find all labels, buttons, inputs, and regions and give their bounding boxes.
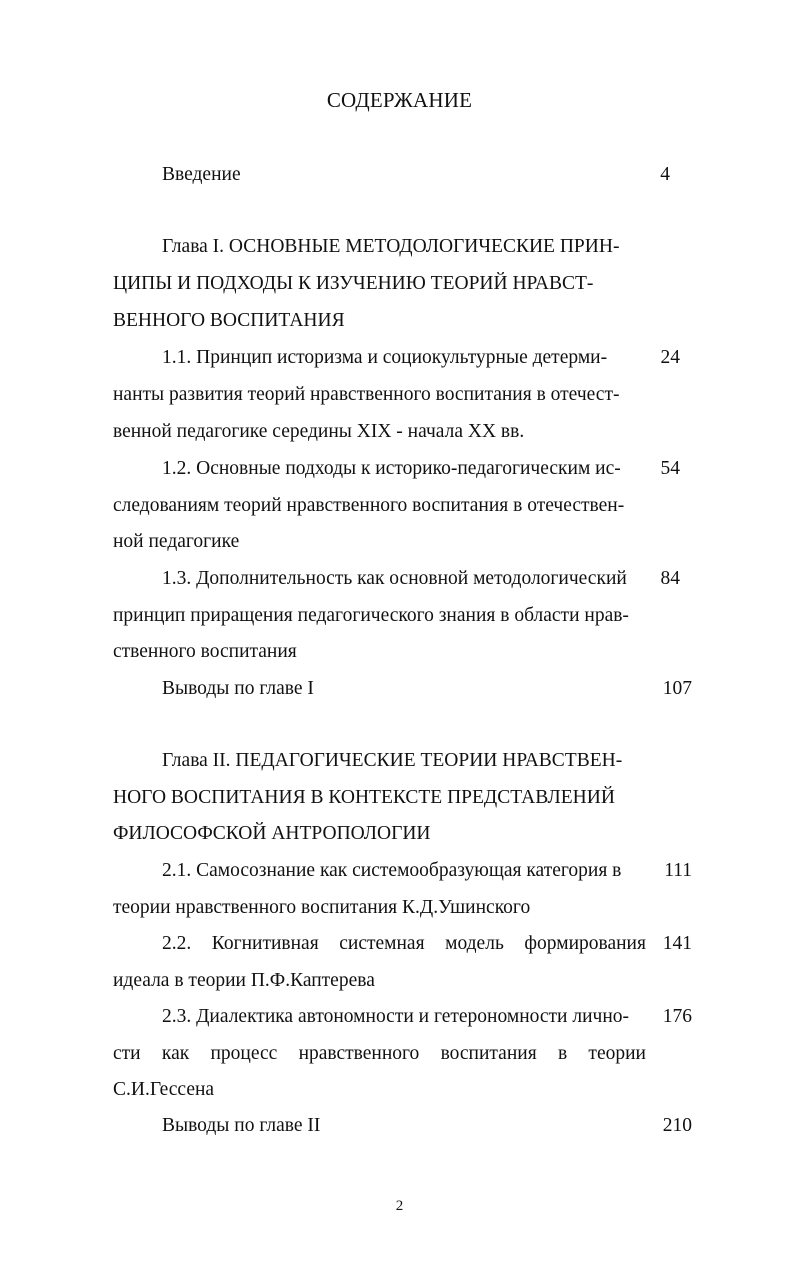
section-1-3-line2: принцип приращения педагогического знания в области нрав- bbox=[113, 605, 629, 626]
word: в bbox=[557, 1043, 568, 1064]
section-2-3-page: 176 bbox=[662, 1006, 692, 1027]
section-2-2-line1 bbox=[162, 932, 646, 956]
page-title: СОДЕРЖАНИЕ bbox=[326, 88, 473, 112]
chapter2-heading-line2: НОГО ВОСПИТАНИЯ В КОНТЕКСТЕ ПРЕДСТАВЛЕНИЙ bbox=[113, 787, 615, 808]
section-2-1-page: 111 bbox=[664, 860, 692, 881]
word: процесс bbox=[210, 1043, 278, 1064]
chapter1-conclusion-label: Выводы по главе I bbox=[162, 678, 314, 699]
section-1-2-line3: ной педагогике bbox=[113, 531, 240, 552]
section-2-2-line2: идеала в теории П.Ф.Каптерева bbox=[113, 970, 375, 991]
section-2-2-page: 141 bbox=[662, 933, 692, 954]
toc-entry-intro-page: 4 bbox=[660, 164, 670, 185]
section-2-2-line1-full bbox=[0, 0, 1, 1]
section-1-1-line3: венной педагогике середины XIX - начала XX вв. bbox=[113, 421, 525, 442]
chapter2-heading-line3: ФИЛОСОФСКОЙ АНТРОПОЛОГИИ bbox=[113, 823, 431, 844]
word: Когнитивная bbox=[211, 933, 319, 954]
section-2-3-line3: С.И.Гессена bbox=[113, 1079, 215, 1100]
section-1-1-line2: нанты развития теорий нравственного воспитания в отечест- bbox=[113, 384, 620, 405]
section-2-3-line1: 2.3. Диалектика автономности и гетерономности лично- bbox=[162, 1006, 630, 1027]
page-number: 2 bbox=[395, 1198, 404, 1214]
word: системная bbox=[339, 933, 425, 954]
section-2-3-line2 bbox=[113, 1042, 646, 1066]
chapter1-heading-line3: ВЕННОГО ВОСПИТАНИЯ bbox=[113, 310, 345, 331]
word: 2.2. bbox=[162, 933, 192, 954]
chapter2-conclusion-label: Выводы по главе II bbox=[162, 1115, 321, 1136]
section-2-1-line2: теории нравственного воспитания К.Д.Ушинского bbox=[113, 897, 531, 918]
word: формирования bbox=[524, 933, 646, 954]
chapter2-conclusion-page: 210 bbox=[662, 1115, 692, 1136]
word: воспитания bbox=[440, 1043, 537, 1064]
toc-entry-intro-label: Введение bbox=[162, 164, 241, 185]
word: модель bbox=[445, 933, 504, 954]
section-1-1-page: 24 bbox=[660, 347, 680, 368]
section-1-3-line3: ственного воспитания bbox=[113, 641, 297, 662]
word: как bbox=[161, 1043, 190, 1064]
chapter1-heading-line1: Глава I. ОСНОВНЫЕ МЕТОДОЛОГИЧЕСКИЕ ПРИН- bbox=[162, 236, 620, 257]
word: нравственного bbox=[298, 1043, 420, 1064]
chapter1-heading-line2: ЦИПЫ И ПОДХОДЫ К ИЗУЧЕНИЮ ТЕОРИЙ НРАВСТ- bbox=[113, 273, 594, 294]
section-2-1-line1: 2.1. Самосознание как системообразующая категория в bbox=[162, 860, 622, 881]
section-1-3-page: 84 bbox=[660, 568, 680, 589]
chapter2-heading-line1: Глава II. ПЕДАГОГИЧЕСКИЕ ТЕОРИИ НРАВСТВЕН- bbox=[162, 750, 623, 771]
section-1-2-line1: 1.2. Основные подходы к историко-педагогическим ис- bbox=[162, 458, 621, 479]
justified-line-fulltext bbox=[0, 0, 1, 1]
chapter1-conclusion-page: 107 bbox=[662, 678, 692, 699]
word: сти bbox=[113, 1043, 141, 1064]
section-1-2-line2: следованиям теорий нравственного воспитания в отечествен- bbox=[113, 495, 625, 516]
section-1-2-page: 54 bbox=[660, 458, 680, 479]
word: теории bbox=[588, 1043, 646, 1064]
section-1-1-line1: 1.1. Принцип историзма и социокультурные детерми- bbox=[162, 347, 608, 368]
section-1-3-line1: 1.3. Дополнительность как основной методологический bbox=[162, 568, 627, 589]
